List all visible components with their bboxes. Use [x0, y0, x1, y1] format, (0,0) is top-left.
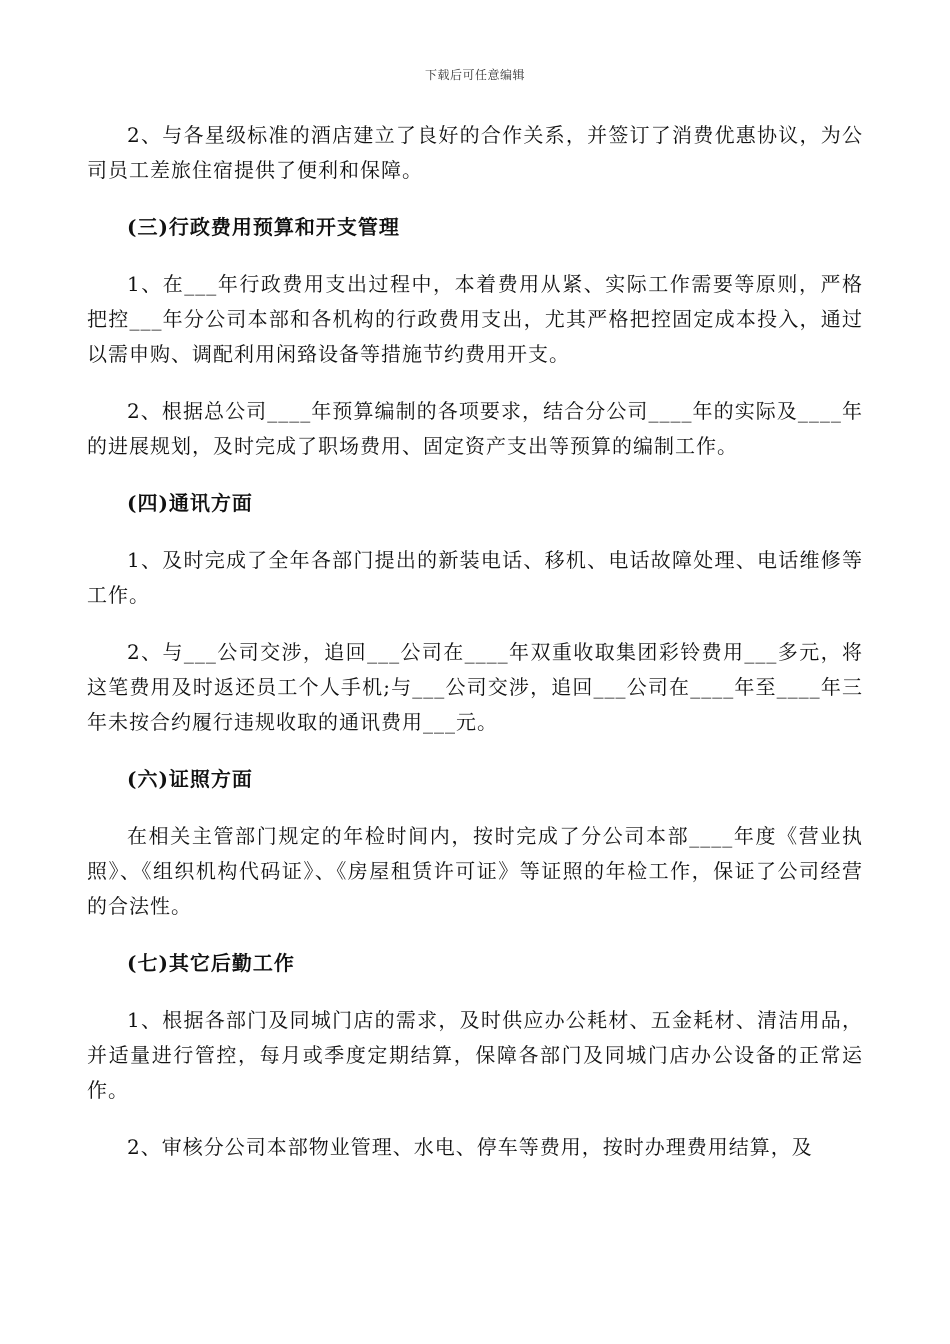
paragraph: 2、审核分公司本部物业管理、水电、停车等费用，按时办理费用结算，及 [127, 1135, 813, 1159]
section-heading: (四)通讯方面 [127, 491, 253, 515]
section-heading: (六)证照方面 [127, 767, 253, 791]
paragraph: 在相关主管部门规定的年检时间内，按时完成了分公司本部____年度《营业执照》、《组织机构代码证》、《房屋租赁许可证》等证照的年检工作，保证了公司经营的合法性。 [87, 824, 863, 918]
section-heading: (七)其它后勤工作 [127, 951, 295, 975]
paragraph: 1、在___年行政费用支出过程中，本着费用从紧、实际工作需要等原则，严格把控___年分公司本部和各机构的行政费用支出，尤其严格把控固定成本投入，通过以需申购、调配利用闲臵设备等措施节约费用开支。 [87, 272, 863, 366]
paragraph: 2、根据总公司____年预算编制的各项要求，结合分公司____年的实际及____年的进展规划，及时完成了职场费用、固定资产支出等预算的编制工作。 [87, 399, 863, 458]
paragraph: 2、与各星级标准的酒店建立了良好的合作关系，并签订了消费优惠协议，为公司员工差旅住宿提供了便利和保障。 [87, 123, 863, 182]
document-body [87, 118, 863, 1165]
section-heading: (三)行政费用预算和开支管理 [127, 215, 400, 239]
paragraph: 2、与___公司交涉，追回___公司在____年双重收取集团彩铃费用___多元，将这笔费用及时返还员工个人手机;与___公司交涉，追回___公司在____年至____年三年未按合约履行违规收取的通讯费用___元。 [87, 640, 863, 734]
page-header: 下载后可任意编辑 [424, 68, 525, 82]
paragraph: 1、及时完成了全年各部门提出的新装电话、移机、电话故障处理、电话维修等工作。 [87, 548, 863, 607]
paragraph: 1、根据各部门及同城门店的需求，及时供应办公耗材、五金耗材、清洁用品，并适量进行管控，每月或季度定期结算，保障各部门及同城门店办公设备的正常运作。 [87, 1008, 863, 1102]
